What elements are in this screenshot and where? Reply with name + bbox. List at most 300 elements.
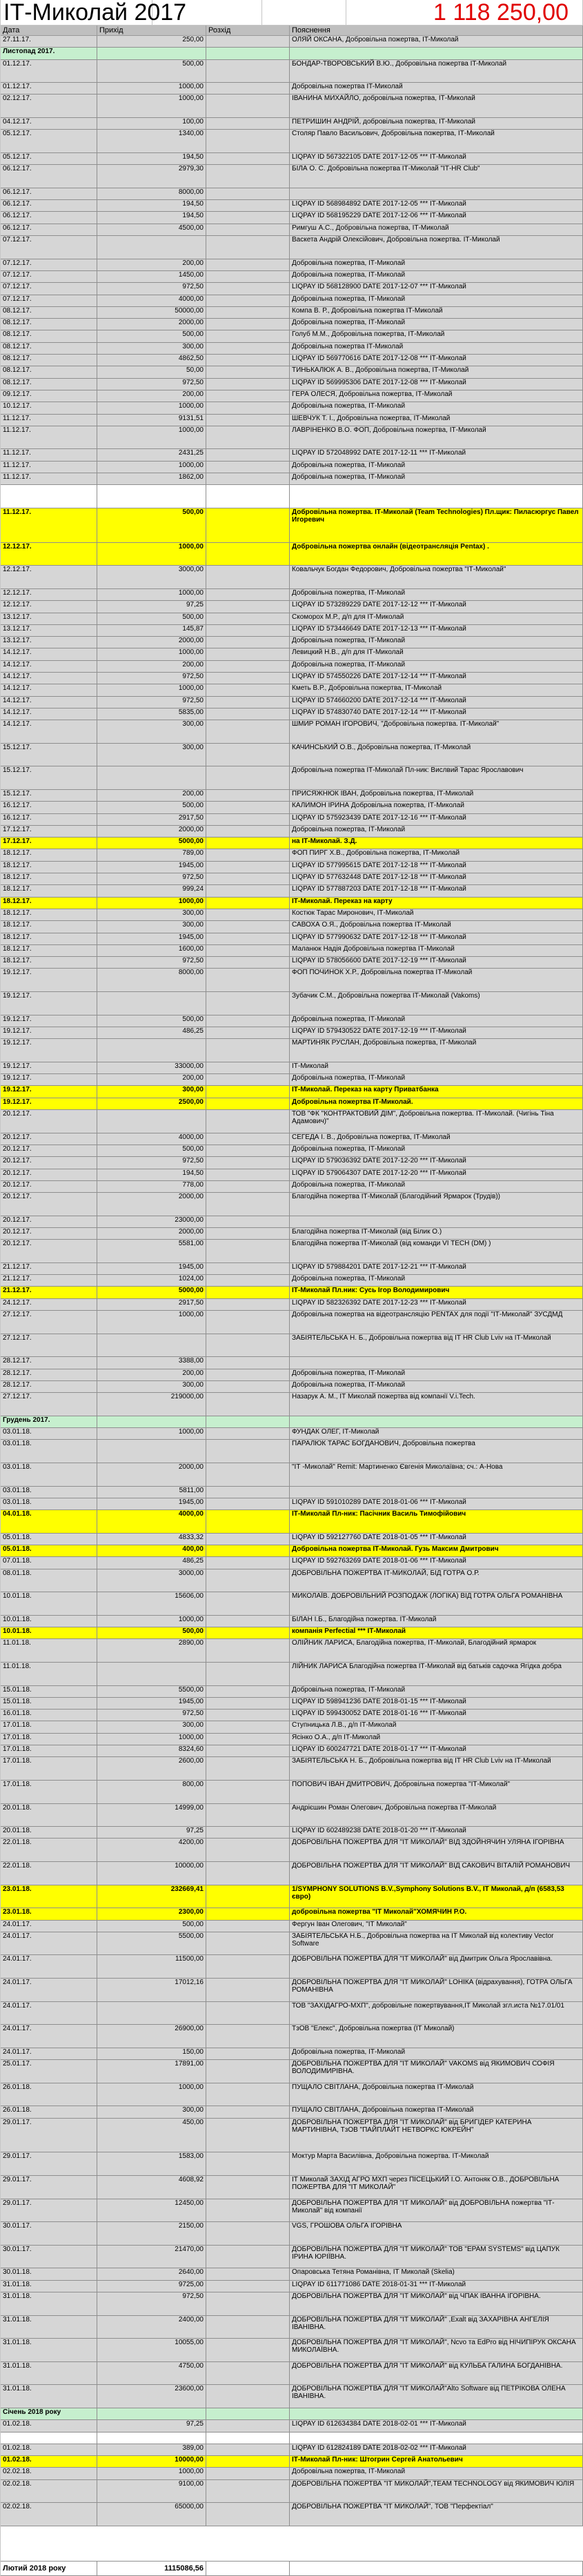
cell-description[interactable]: Назарук А. М., ІТ Миколай пожертва від компанії V.i.Tech. — [290, 1393, 583, 1416]
cell-description[interactable]: ДОБРОВІЛЬНА ПОЖЕРТВА ДЛЯ "ІТ МИКОЛАЙ" ТОВ "EPAM SYSTEMS" від ЦАПУК ІРИНА ЮРІЇВНА. — [290, 2246, 583, 2268]
cell-date[interactable]: 06.12.17. — [1, 200, 97, 211]
cell-description[interactable]: Компа В. Р., Добровільна пожертва ІТ-Миколай — [290, 307, 583, 318]
cell-expense[interactable] — [206, 945, 290, 956]
cell-income[interactable]: 145,87 — [97, 625, 206, 636]
cell-expense[interactable] — [206, 1181, 290, 1192]
cell-description[interactable]: ПАРАЛЮК ТАРАС БОГДАНОВИЧ, Добровільна пожертва — [290, 1440, 583, 1463]
cell-date[interactable]: 20.12.17. — [1, 1228, 97, 1239]
cell-description[interactable]: Маланюк Надія Добровільна пожертва ІТ-Миколай — [290, 945, 583, 956]
cell-expense[interactable] — [206, 2152, 290, 2175]
cell-date[interactable]: 08.01.18. — [1, 1569, 97, 1592]
cell-income[interactable]: 4750,00 — [97, 2362, 206, 2385]
cell-expense[interactable] — [206, 613, 290, 624]
cell-description[interactable]: ШМИР РОМАН ІГОРОВИЧ, "Добровільна пожертва. ІТ-Миколай" — [290, 720, 583, 743]
cell-income[interactable]: 2300,00 — [97, 1908, 206, 1919]
cell-income[interactable]: 300,00 — [97, 1721, 206, 1732]
cell-income[interactable]: 14999,00 — [97, 1804, 206, 1827]
cell-income[interactable]: 4000,00 — [97, 1510, 206, 1533]
cell-income[interactable]: 97,25 — [97, 2420, 206, 2431]
cell-expense[interactable] — [206, 849, 290, 860]
cell-description[interactable]: ПУЩАЛО СВІТЛАНА, Добровільна пожертва ІТ-Миколай — [290, 2083, 583, 2106]
cell-income[interactable]: 1000,00 — [97, 426, 206, 449]
cell-income[interactable]: 486,25 — [97, 1027, 206, 1038]
cell-income[interactable]: 5000,00 — [97, 838, 206, 849]
cell-income[interactable]: 15606,00 — [97, 1592, 206, 1615]
cell-date[interactable]: 27.12.17. — [1, 1393, 97, 1416]
cell-income[interactable]: 150,00 — [97, 2048, 206, 2059]
cell-description[interactable]: на ІТ-Миколай. З.Д. — [290, 838, 583, 849]
cell-expense[interactable] — [206, 1228, 290, 1239]
cell-income[interactable]: 2000,00 — [97, 1228, 206, 1239]
cell-expense[interactable] — [206, 95, 290, 117]
cell-expense[interactable] — [206, 1074, 290, 1085]
cell-income[interactable]: 300,00 — [97, 744, 206, 766]
cell-expense[interactable] — [206, 2199, 290, 2222]
cell-expense[interactable] — [206, 188, 290, 199]
cell-description[interactable]: LIQPAY ID 579064307 DATE 2017-12-20 *** ІТ-Миколай — [290, 1169, 583, 1180]
cell-description[interactable]: Костюк Тарас Миронович, ІТ-Миколай — [290, 909, 583, 920]
cell-date[interactable]: 17.01.18. — [1, 1757, 97, 1780]
cell-expense[interactable] — [206, 826, 290, 837]
cell-expense[interactable] — [206, 165, 290, 188]
cell-income[interactable]: 972,50 — [97, 957, 206, 968]
cell-expense[interactable] — [206, 766, 290, 789]
cell-income[interactable]: 500,00 — [97, 802, 206, 813]
cell-income[interactable]: 11500,00 — [97, 1955, 206, 1978]
cell-expense[interactable] — [206, 1369, 290, 1380]
cell-description[interactable]: ІТ-Миколай. Переказ на карту Приватбанка — [290, 1086, 583, 1097]
cell-expense[interactable] — [206, 2281, 290, 2292]
cell-date[interactable]: 08.12.17. — [1, 307, 97, 318]
cell-income[interactable]: 2640,00 — [97, 2268, 206, 2279]
cell-expense[interactable] — [206, 1133, 290, 1145]
cell-expense[interactable] — [206, 1039, 290, 1062]
cell-date[interactable]: 28.12.17. — [1, 1357, 97, 1368]
cell-date[interactable]: 08.12.17. — [1, 330, 97, 341]
cell-expense[interactable] — [206, 933, 290, 944]
cell-date[interactable]: 11.12.17. — [1, 462, 97, 473]
cell-expense[interactable] — [206, 2316, 290, 2339]
cell-income[interactable]: 500,00 — [97, 613, 206, 624]
cell-date[interactable]: 01.02.18. — [1, 2456, 97, 2467]
cell-income[interactable]: 800,00 — [97, 1781, 206, 1803]
cell-income[interactable]: 200,00 — [97, 1074, 206, 1085]
cell-expense[interactable] — [206, 1781, 290, 1803]
cell-date[interactable]: 19.12.17. — [1, 1027, 97, 1038]
cell-description[interactable]: LIQPAY ID 574830740 DATE 2017-12-14 *** ІТ-Миколай — [290, 709, 583, 720]
cell-expense[interactable] — [206, 1616, 290, 1627]
cell-expense[interactable] — [206, 224, 290, 235]
cell-description[interactable]: Васкета Андрій Олексійович, Добровільна пожертва. ІТ-Миколай — [290, 236, 583, 259]
cell-date[interactable]: 30.01.18. — [1, 2268, 97, 2279]
cell-date[interactable]: 20.01.18. — [1, 1804, 97, 1827]
cell-description[interactable]: Добровільна пожертва, ІТ-Миколай — [290, 2048, 583, 2059]
cell-description[interactable]: Добровільна пожертва, ІТ-Миколай — [290, 589, 583, 600]
cell-date[interactable]: 11.12.17. — [1, 415, 97, 426]
cell-date[interactable]: 15.01.18. — [1, 1698, 97, 1709]
cell-date[interactable]: 19.12.17. — [1, 1086, 97, 1097]
cell-expense[interactable] — [206, 1639, 290, 1662]
cell-date[interactable]: 31.01.18. — [1, 2281, 97, 2292]
cell-income[interactable]: 300,00 — [97, 921, 206, 932]
cell-date[interactable]: 31.01.18. — [1, 2292, 97, 2315]
cell-income[interactable]: 2000,00 — [97, 1463, 206, 1486]
cell-date[interactable]: 12.12.17. — [1, 589, 97, 600]
cell-income[interactable]: 4000,00 — [97, 1133, 206, 1145]
cell-date[interactable]: 13.12.17. — [1, 613, 97, 624]
cell-date[interactable]: 19.12.17. — [1, 1074, 97, 1085]
cell-date[interactable]: 07.12.17. — [1, 236, 97, 259]
cell-description[interactable]: ІТ Миколай ЗАХІД АГРО МХП через ПІСЕЦЬКИЙ І.О. Антоняк О.В., ДОБРОВІЛЬНА ПОЖЕРТВА ДЛЯ "ІТ МИКОЛАЙ" — [290, 2176, 583, 2199]
cell-date[interactable]: 05.12.17. — [1, 153, 97, 164]
cell-date[interactable]: 29.01.17. — [1, 2152, 97, 2175]
cell-expense[interactable] — [206, 885, 290, 896]
cell-date[interactable]: 22.01.18. — [1, 1862, 97, 1885]
cell-date[interactable]: 15.01.18. — [1, 1686, 97, 1697]
cell-date[interactable]: 29.01.17. — [1, 2199, 97, 2222]
cell-expense[interactable] — [206, 379, 290, 390]
cell-description[interactable]: ОЛЯЙ ОКСАНА, Добровільна пожертва, IT-Миколай — [290, 36, 583, 47]
cell-date[interactable]: 10.01.18. — [1, 1592, 97, 1615]
cell-expense[interactable] — [206, 637, 290, 648]
cell-expense[interactable] — [206, 1357, 290, 1368]
cell-income[interactable]: 100,00 — [97, 118, 206, 129]
cell-date[interactable]: 15.12.17. — [1, 766, 97, 789]
cell-income[interactable]: 972,50 — [97, 697, 206, 708]
cell-description[interactable]: Добровільна пожертва на відеотрансляцію PENTAX для події "ІТ-Миколай" ЗУСДМД — [290, 1311, 583, 1334]
cell-description[interactable]: БОНДАР-ТВОРОВСЬКИЙ В.Ю., Добровільна пожертва IT-Миколай — [290, 60, 583, 83]
cell-income[interactable]: 500,00 — [97, 60, 206, 83]
cell-date[interactable]: 28.12.17. — [1, 1369, 97, 1380]
cell-income[interactable]: 97,25 — [97, 601, 206, 612]
cell-description[interactable]: ТОВ "ЗАХІДАГРО-МХП", добровільне пожертвування,ІТ Миколай згл.иста №17.01/01 — [290, 2002, 583, 2025]
cell-expense[interactable] — [206, 1663, 290, 1685]
cell-expense[interactable] — [206, 1275, 290, 1286]
cell-description[interactable] — [290, 485, 583, 508]
cell-date[interactable]: 20.12.17. — [1, 1193, 97, 1216]
cell-income[interactable]: 300,00 — [97, 2106, 206, 2117]
cell-description[interactable]: КАЧИНСЬКИЙ О.В., Добровільна пожертва, ІТ-Миколай — [290, 744, 583, 766]
cell-date[interactable]: 20.12.17. — [1, 1133, 97, 1145]
cell-expense[interactable] — [206, 402, 290, 413]
cell-date[interactable]: 29.01.17. — [1, 2176, 97, 2199]
cell-description[interactable]: ДОБРОВІЛЬНА ПОЖЕРТВА ДЛЯ "ІТ МИКОЛАЙ" VAKOMS від ЯКИМОВИЧ СОФІЯ ВОЛОДИМИРІВНА. — [290, 2060, 583, 2083]
cell-date[interactable]: 21.12.17. — [1, 1275, 97, 1286]
cell-date[interactable]: 19.12.17. — [1, 1062, 97, 1073]
cell-description[interactable]: Добровільна пожертва, ІТ-Миколай — [290, 473, 583, 484]
cell-expense[interactable] — [206, 1545, 290, 1556]
cell-expense[interactable] — [206, 2292, 290, 2315]
cell-description[interactable]: LIQPAY ID 598941236 DATE 2018-01-15 *** ІТ-Миколай — [290, 1698, 583, 1709]
cell-income[interactable]: 300,00 — [97, 1086, 206, 1097]
cell-expense[interactable] — [206, 1145, 290, 1156]
header-expense[interactable]: Розхід — [206, 26, 290, 35]
cell-expense[interactable] — [206, 1193, 290, 1216]
cell-description[interactable]: МАРТИНЯК РУСЛАН, Добровільна пожертва, ІТ-Миколай — [290, 1039, 583, 1062]
cell-expense[interactable] — [206, 673, 290, 684]
cell-expense[interactable] — [206, 1440, 290, 1463]
cell-expense[interactable] — [206, 153, 290, 164]
cell-expense[interactable] — [206, 212, 290, 223]
cell-expense[interactable] — [206, 36, 290, 47]
cell-date[interactable]: 07.12.17. — [1, 259, 97, 270]
cell-description[interactable]: LIQPAY ID 577887203 DATE 2017-12-18 *** ІТ-Миколай — [290, 885, 583, 896]
cell-income[interactable]: 5500,00 — [97, 1686, 206, 1697]
cell-income[interactable]: 1945,00 — [97, 1263, 206, 1274]
cell-description[interactable]: LIQPAY ID 579036392 DATE 2017-12-20 *** ІТ-Миколай — [290, 1157, 583, 1168]
cell-expense[interactable] — [206, 814, 290, 825]
cell-date[interactable]: 19.12.17. — [1, 969, 97, 991]
cell-expense[interactable] — [206, 992, 290, 1015]
cell-expense[interactable] — [206, 271, 290, 282]
cell-date[interactable]: 19.12.17. — [1, 1098, 97, 1109]
cell-income[interactable]: 4000,00 — [97, 295, 206, 306]
cell-description[interactable]: LIQPAY ID 612634384 DATE 2018-02-01 *** ІТ-Миколай — [290, 2420, 583, 2431]
cell-income[interactable]: 1000,00 — [97, 684, 206, 695]
cell-expense[interactable] — [206, 1098, 290, 1109]
cell-description[interactable] — [290, 48, 583, 59]
cell-expense[interactable] — [206, 2444, 290, 2455]
cell-date[interactable]: Січень 2018 року — [1, 2408, 97, 2419]
cell-income[interactable]: 300,00 — [97, 1381, 206, 1392]
cell-date[interactable]: 18.12.17. — [1, 862, 97, 873]
cell-description[interactable]: Добровільна пожертва, ІТ-Миколай — [290, 402, 583, 413]
cell-expense[interactable] — [206, 1216, 290, 1227]
cell-expense[interactable] — [206, 1698, 290, 1709]
cell-expense[interactable] — [206, 1311, 290, 1334]
cell-description[interactable]: LIQPAY ID 591010289 DATE 2018-01-06 *** ІТ-Миколай — [290, 1498, 583, 1509]
cell-income[interactable]: 200,00 — [97, 1369, 206, 1380]
cell-expense[interactable] — [206, 2060, 290, 2083]
cell-description[interactable]: Добровільна пожертва, ІТ-Миколай — [290, 1145, 583, 1156]
cell-description[interactable]: LIQPAY ID 592127760 DATE 2018-01-05 *** ІТ-Миколай — [290, 1534, 583, 1545]
cell-expense[interactable] — [206, 1428, 290, 1439]
cell-description[interactable]: ДОБРОВІЛЬНА ПОЖЕРТВА ДЛЯ "ІТ МИКОЛАЙ", Ncvo та EdPro від НІЧИПІРУК ОКСАНА МИКОЛАЇВНА. — [290, 2339, 583, 2361]
cell-date[interactable]: 31.01.18. — [1, 2362, 97, 2385]
cell-date[interactable]: 03.01.18. — [1, 1440, 97, 1463]
cell-date[interactable]: 11.01.18. — [1, 1663, 97, 1685]
cell-income[interactable]: 2000,00 — [97, 826, 206, 837]
cell-date[interactable]: 01.02.18. — [1, 2420, 97, 2431]
cell-expense[interactable] — [206, 2503, 290, 2526]
cell-income[interactable]: 8324,60 — [97, 1745, 206, 1756]
cell-date[interactable]: 27.11.17. — [1, 36, 97, 47]
cell-date[interactable]: 20.12.17. — [1, 1181, 97, 1192]
cell-date[interactable]: 21.12.17. — [1, 1263, 97, 1274]
cell-description[interactable]: LIQPAY ID 592763269 DATE 2018-01-06 *** ІТ-Миколай — [290, 1557, 583, 1568]
cell-income[interactable]: 2000,00 — [97, 637, 206, 648]
cell-expense[interactable] — [206, 697, 290, 708]
cell-date[interactable]: 18.12.17. — [1, 909, 97, 920]
cell-description[interactable]: LIQPAY ID 577995615 DATE 2017-12-18 *** ІТ-Миколай — [290, 862, 583, 873]
cell-description[interactable] — [290, 1357, 583, 1368]
cell-description[interactable]: ЗАБІЯТЕЛЬСЬКА Н. Б., Добровільна пожертва від ІТ НR Club Lviv на ІТ-Миколай — [290, 1757, 583, 1780]
cell-date[interactable]: 20.12.17. — [1, 1240, 97, 1262]
cell-expense[interactable] — [206, 200, 290, 211]
cell-description[interactable]: Добровільна пожертва ІТ-Миколай — [290, 343, 583, 354]
cell-date[interactable]: 17.12.17. — [1, 826, 97, 837]
cell-date[interactable]: 07.12.17. — [1, 283, 97, 294]
cell-description[interactable] — [290, 1487, 583, 1498]
cell-expense[interactable] — [206, 343, 290, 354]
cell-date[interactable]: 02.02.18. — [1, 2480, 97, 2503]
cell-income[interactable] — [97, 1663, 206, 1685]
cell-income[interactable]: 1000,00 — [97, 648, 206, 660]
cell-expense[interactable] — [206, 898, 290, 909]
cell-expense[interactable] — [206, 969, 290, 991]
cell-expense[interactable] — [206, 625, 290, 636]
cell-expense[interactable] — [206, 1932, 290, 1955]
cell-date[interactable]: 12.12.17. — [1, 566, 97, 588]
header-date[interactable]: Дата — [1, 26, 97, 35]
cell-description[interactable]: Добровільна пожертва, ІТ-Миколай — [290, 319, 583, 330]
cell-income[interactable]: 50000,00 — [97, 307, 206, 318]
cell-date[interactable]: 14.12.17. — [1, 661, 97, 672]
cell-description[interactable]: 1/SYMPHONY SOLUTIONS B.V.,Symphony Solutions B.V., ІТ Миколай, д/п (6583,53 євро) — [290, 1885, 583, 1908]
cell-date[interactable]: 14.12.17. — [1, 720, 97, 743]
cell-income[interactable]: 8000,00 — [97, 969, 206, 991]
cell-income[interactable]: 1862,00 — [97, 473, 206, 484]
cell-expense[interactable] — [206, 1510, 290, 1533]
cell-income[interactable]: 2500,00 — [97, 1098, 206, 1109]
cell-income[interactable]: 9131,51 — [97, 415, 206, 426]
cell-expense[interactable] — [206, 589, 290, 600]
cell-date[interactable]: 08.12.17. — [1, 319, 97, 330]
cell-description[interactable]: LIQPAY ID 573446649 DATE 2017-12-13 *** ІТ-Миколай — [290, 625, 583, 636]
cell-description[interactable] — [290, 2433, 583, 2444]
cell-description[interactable]: Моктур Марта Василівна, Добровільна пожертва. ІТ-Миколай — [290, 2152, 583, 2175]
cell-date[interactable]: 05.12.17. — [1, 130, 97, 152]
cell-description[interactable]: Добровільна пожертва IT-Миколай — [290, 83, 583, 94]
cell-expense[interactable] — [206, 1862, 290, 1885]
cell-expense[interactable] — [206, 802, 290, 813]
cell-date[interactable]: 14.12.17. — [1, 697, 97, 708]
cell-description[interactable]: LIQPAY ID 568128900 DATE 2017-12-07 *** ІТ-Миколай — [290, 283, 583, 294]
cell-income[interactable]: 300,00 — [97, 343, 206, 354]
cell-expense[interactable] — [206, 566, 290, 588]
cell-date[interactable]: 11.12.17. — [1, 473, 97, 484]
cell-date[interactable]: 02.02.18. — [1, 2468, 97, 2479]
cell-description[interactable]: ЛІЙНИК ЛАРИСА Благодійна пожертва ІТ-Миколай від батьків садочка Ягідка добра — [290, 1663, 583, 1685]
cell-income[interactable]: 10055,00 — [97, 2339, 206, 2361]
cell-date[interactable]: 16.12.17. — [1, 802, 97, 813]
cell-expense[interactable] — [206, 1110, 290, 1133]
cell-description[interactable]: Добровільна пожертва, ІТ-Миколай — [290, 1015, 583, 1027]
cell-income[interactable]: 4500,00 — [97, 224, 206, 235]
cell-description[interactable]: ЗАБІЯТЕЛЬСЬКА Н. Б., Добровільна пожертва від ІТ НR Club Lviv на ІТ-Миколай — [290, 1334, 583, 1357]
cell-income[interactable]: 1000,00 — [97, 83, 206, 94]
cell-expense[interactable] — [206, 130, 290, 152]
cell-expense[interactable] — [206, 1299, 290, 1310]
cell-income[interactable]: 2150,00 — [97, 2222, 206, 2245]
cell-expense[interactable] — [206, 1086, 290, 1097]
cell-income[interactable]: 1340,00 — [97, 130, 206, 152]
cell-date[interactable]: 14.12.17. — [1, 648, 97, 660]
cell-description[interactable]: ІТ-Миколай Пл.ник: Сусь Ігор Володимирович — [290, 1287, 583, 1298]
cell-expense[interactable] — [206, 1263, 290, 1274]
cell-expense[interactable] — [206, 1557, 290, 1568]
cell-description[interactable]: ДОБРОВІЛЬНА ПОЖЕРТВА ДЛЯ "ІТ МИКОЛАЙ" від БРИГІДЕР КАТЕРИНА МАРТИНІВНА, ТзОВ "ПАЙПЛАЙТ НЕТВОРКС ЮКРЕЙН" — [290, 2119, 583, 2152]
cell-description[interactable]: Добровільна пожертва, ІТ-Миколай — [290, 259, 583, 270]
cell-description[interactable]: LIQPAY ID 569995306 DATE 2017-12-08 *** ІТ-Миколай — [290, 379, 583, 390]
cell-income[interactable]: 2890,00 — [97, 1639, 206, 1662]
cell-expense[interactable] — [206, 1721, 290, 1732]
cell-date[interactable]: 30.01.17. — [1, 2222, 97, 2245]
cell-expense[interactable] — [206, 1169, 290, 1180]
cell-date[interactable]: 24.01.17. — [1, 1932, 97, 1955]
cell-expense[interactable] — [206, 236, 290, 259]
cell-income[interactable] — [97, 1110, 206, 1133]
cell-income[interactable]: 2000,00 — [97, 1193, 206, 1216]
cell-expense[interactable] — [206, 1592, 290, 1615]
cell-description[interactable]: ДОБРОВІЛЬНА ПОЖЕРТВА "ІТ МИКОЛАЙ",TEAM TECHNOLOGY від ЯКИМОВИЧ ЮЛІЯ — [290, 2480, 583, 2503]
cell-date[interactable]: 20.01.18. — [1, 1827, 97, 1838]
cell-date[interactable]: 09.12.17. — [1, 390, 97, 402]
cell-income[interactable]: 1000,00 — [97, 1311, 206, 1334]
cell-expense[interactable] — [206, 307, 290, 318]
cell-description[interactable]: МИКОЛАЇВ. ДОБРОВІЛЬНИЙ РОЗПОДАЖ (ЛОГІКА) ВІД ГОТРА ОЛЬГА РОМАНІВНА — [290, 1592, 583, 1615]
cell-income[interactable]: 194,50 — [97, 200, 206, 211]
cell-date[interactable]: 19.12.17. — [1, 1015, 97, 1027]
cell-income[interactable]: 2979,30 — [97, 165, 206, 188]
cell-description[interactable]: LIQPAY ID 577990632 DATE 2017-12-18 *** ІТ-Миколай — [290, 933, 583, 944]
cell-description[interactable]: Благодійна пожертва ІТ-Миколай (від Білик О.) — [290, 1228, 583, 1239]
header-description[interactable]: Пояснення — [290, 26, 583, 35]
cell-expense[interactable] — [206, 1393, 290, 1416]
cell-description[interactable]: LIQPAY ID 568984892 DATE 2017-12-05 *** ІТ-Миколай — [290, 200, 583, 211]
cell-expense[interactable] — [206, 2339, 290, 2361]
cell-expense[interactable] — [206, 1908, 290, 1919]
cell-income[interactable]: 200,00 — [97, 790, 206, 801]
cell-date[interactable]: 24.01.17. — [1, 1979, 97, 2001]
cell-expense[interactable] — [206, 485, 290, 508]
cell-income[interactable]: 26900,00 — [97, 2025, 206, 2048]
cell-income[interactable]: 219000,00 — [97, 1393, 206, 1416]
cell-expense[interactable] — [206, 415, 290, 426]
cell-expense[interactable] — [206, 709, 290, 720]
cell-income[interactable]: 1450,00 — [97, 271, 206, 282]
cell-description[interactable]: Добровільна пожертва, ІТ-Миколай — [290, 1275, 583, 1286]
cell-income[interactable] — [97, 48, 206, 59]
cell-description[interactable]: ДОБРОВІЛЬНА ПОЖЕРТВА ДЛЯ "ІТ МИКОЛАЙ" від КУЛЬБА ГАЛИНА БОГДАНІВНА. — [290, 2362, 583, 2385]
cell-expense[interactable] — [206, 2246, 290, 2268]
footer-amount[interactable]: 1115086,56 — [97, 2562, 206, 2575]
cell-income[interactable]: 500,00 — [97, 1921, 206, 1932]
cell-description[interactable]: ДОБРОВІЛЬНА ПОЖЕРТВА "ІТ МИКОЛАЙ", ТОВ "Перфектіал" — [290, 2503, 583, 2526]
cell-income[interactable] — [97, 992, 206, 1015]
cell-income[interactable]: 1024,00 — [97, 1275, 206, 1286]
cell-description[interactable]: LIQPAY ID 579884201 DATE 2017-12-21 *** ІТ-Миколай — [290, 1263, 583, 1274]
cell-description[interactable]: Добровільна пожертва ІТ-Миколай. — [290, 1098, 583, 1109]
cell-income[interactable]: 1583,00 — [97, 2152, 206, 2175]
cell-expense[interactable] — [206, 319, 290, 330]
cell-description[interactable]: ПУЩАЛО СВІТЛАНА, Добровільна пожертва ІТ-Миколай — [290, 2106, 583, 2117]
cell-income[interactable]: 4200,00 — [97, 1839, 206, 1861]
cell-description[interactable]: Добровільна пожертва, ІТ-Миколай — [290, 1369, 583, 1380]
cell-income[interactable]: 23600,00 — [97, 2385, 206, 2408]
cell-date[interactable]: 18.12.17. — [1, 921, 97, 932]
cell-description[interactable]: ЛАВРІНЕНКО В.О. ФОП, Добровільна пожертва, ІТ-Миколай — [290, 426, 583, 449]
cell-expense[interactable] — [206, 366, 290, 377]
cell-date[interactable]: 31.01.18. — [1, 2339, 97, 2361]
cell-income[interactable]: 5835,00 — [97, 709, 206, 720]
cell-date[interactable]: 24.01.17. — [1, 1921, 97, 1932]
cell-income[interactable]: 389,00 — [97, 2444, 206, 2455]
cell-date[interactable]: 24.01.17. — [1, 2025, 97, 2048]
cell-income[interactable]: 2600,00 — [97, 1757, 206, 1780]
cell-date[interactable]: 08.12.17. — [1, 343, 97, 354]
cell-income[interactable]: 1945,00 — [97, 862, 206, 873]
